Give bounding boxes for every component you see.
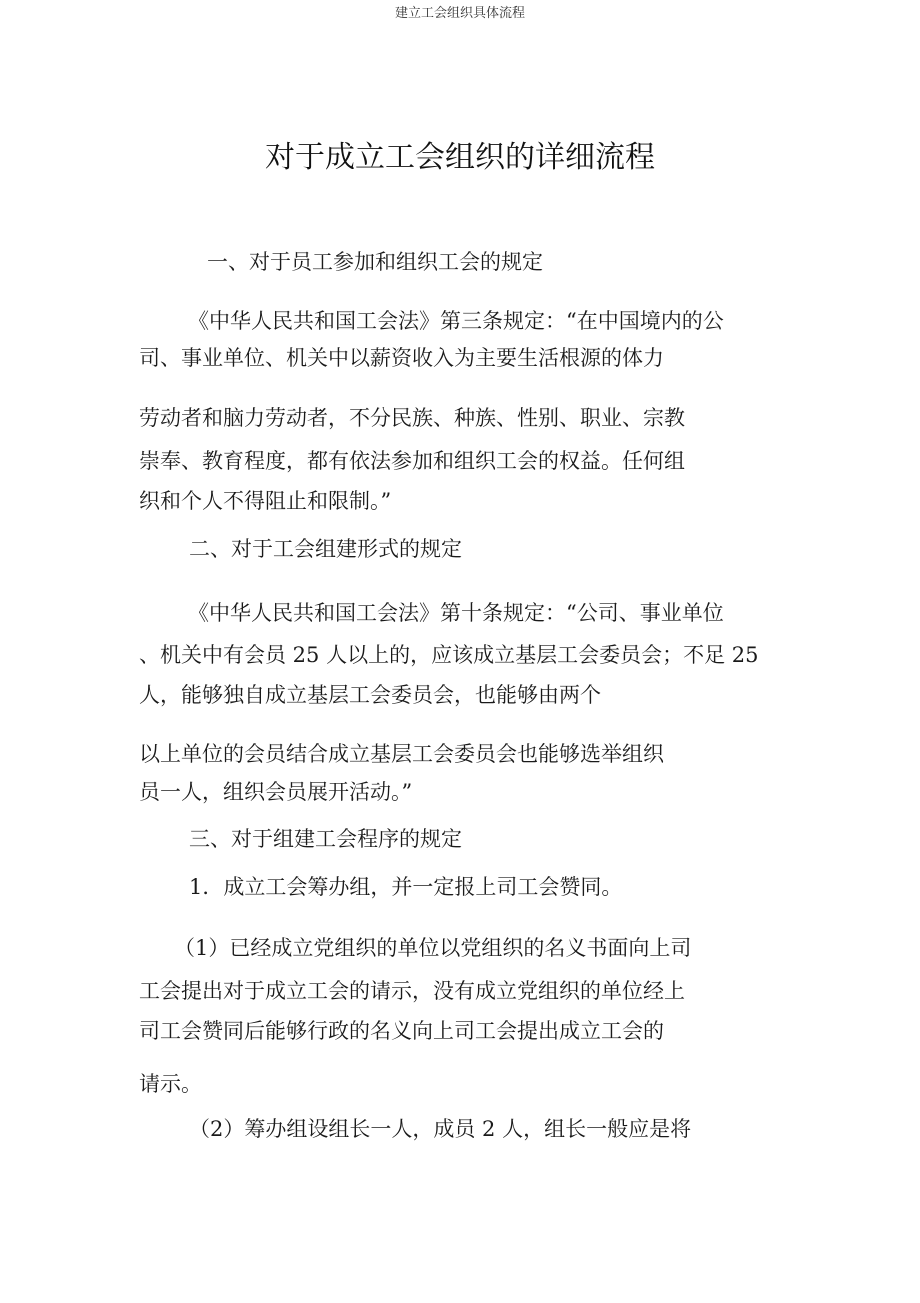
section-heading-3: 三、对于组建工会程序的规定 — [189, 827, 462, 851]
paragraph-line: 、机关中有会员 25 人以上的，应该成立基层工会委员会；不足 25 — [139, 643, 759, 667]
paragraph-line: 《中华人民共和国工会法》第十条规定：“公司、事业单位 — [188, 601, 724, 625]
paragraph-line: 织和个人不得阻止和限制。” — [139, 489, 392, 513]
paragraph-line: 人，能够独自成立基层工会委员会，也能够由两个 — [139, 683, 601, 707]
paragraph-line: 崇奉、教育程度，都有依法参加和组织工会的权益。任何组 — [139, 449, 685, 473]
paragraph-line: 司工会赞同后能够行政的名义向上司工会提出成立工会的 — [139, 1019, 664, 1043]
paragraph-line: 请示。 — [139, 1072, 202, 1096]
paragraph-line: 劳动者和脑力劳动者，不分民族、种族、性别、职业、宗教 — [139, 406, 685, 430]
list-item-1: 1．成立工会筹办组，并一定报上司工会赞同。 — [189, 875, 623, 899]
section-heading-2: 二、对于工会组建形式的规定 — [189, 537, 462, 561]
paragraph-line: 《中华人民共和国工会法》第三条规定：“在中国境内的公 — [188, 309, 724, 333]
paragraph-line: 以上单位的会员结合成立基层工会委员会也能够选举组织 — [139, 742, 664, 766]
section-heading-1: 一、对于员工参加和组织工会的规定 — [207, 250, 543, 274]
paragraph-line: 司、事业单位、机关中以薪资收入为主要生活根源的体力 — [139, 346, 664, 370]
document-title: 对于成立工会组织的详细流程 — [265, 140, 655, 175]
paragraph-line: （2）筹办组设组长一人，成员 2 人，组长一般应是将 — [189, 1117, 692, 1141]
running-header: 建立工会组织具体流程 — [394, 6, 525, 21]
paragraph-line: 工会提出对于成立工会的请示，没有成立党组织的单位经上 — [139, 979, 685, 1003]
paragraph-line: （1）已经成立党组织的单位以党组织的名义书面向上司 — [174, 936, 692, 960]
paragraph-line: 员一人，组织会员展开活动。” — [139, 780, 413, 804]
